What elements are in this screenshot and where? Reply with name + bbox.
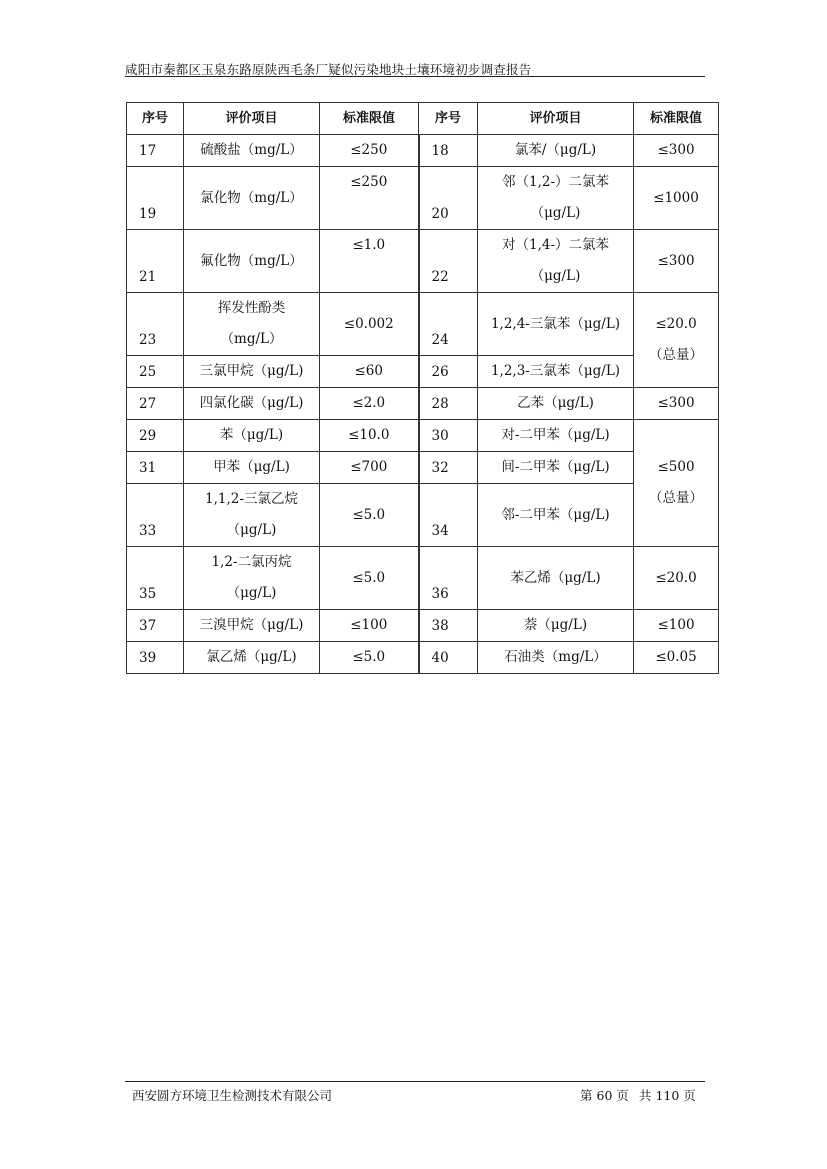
limit-note: （总量） bbox=[649, 347, 703, 363]
serial-cell: 20 bbox=[419, 167, 478, 230]
report-title-header: 咸阳市秦都区玉泉东路原陕西毛条厂疑似污染地块土壤环境初步调查报告 bbox=[125, 62, 532, 77]
item-cell: 苯乙烯（μg/L) bbox=[478, 547, 634, 610]
table-row bbox=[127, 388, 719, 420]
table-row bbox=[127, 420, 719, 452]
header-serial-left: 序号 bbox=[127, 103, 184, 135]
item-cell: 邻-二甲苯（μg/L) bbox=[478, 484, 634, 547]
serial-cell: 28 bbox=[419, 388, 478, 420]
item-line: 邻（1,2-）二氯苯 bbox=[501, 174, 610, 190]
serial-cell: 36 bbox=[419, 547, 478, 610]
table-row bbox=[127, 642, 719, 674]
item-line: 挥发性酚类 bbox=[217, 300, 286, 316]
item-cell: 三氯甲烷（μg/L) bbox=[184, 356, 320, 388]
item-cell: 间-二甲苯（μg/L) bbox=[478, 452, 634, 484]
total-unit: 页 bbox=[683, 1088, 696, 1103]
header-serial-right: 序号 bbox=[419, 103, 478, 135]
limit-cell: ≤20.0 bbox=[634, 547, 719, 610]
item-cell: 四氯化碳（μg/L) bbox=[184, 388, 320, 420]
serial-cell: 33 bbox=[127, 484, 184, 547]
serial-cell: 34 bbox=[419, 484, 478, 547]
page-unit: 页 bbox=[616, 1088, 629, 1103]
limit-cell: ≤1.0 bbox=[320, 230, 419, 293]
header-limit-right: 标准限值 bbox=[634, 103, 719, 135]
serial-cell: 17 bbox=[127, 135, 184, 167]
serial-cell: 25 bbox=[127, 356, 184, 388]
item-cell: 对-二甲苯（μg/L) bbox=[478, 420, 634, 452]
serial-cell: 35 bbox=[127, 547, 184, 610]
serial-cell: 31 bbox=[127, 452, 184, 484]
item-cell bbox=[478, 167, 634, 230]
serial-cell: 39 bbox=[127, 642, 184, 674]
limit-cell: ≤5.0 bbox=[320, 642, 419, 674]
item-line: （mg/L） bbox=[220, 331, 283, 347]
table-row bbox=[127, 356, 719, 388]
item-cell: 石油类（mg/L） bbox=[478, 642, 634, 674]
limit-cell: ≤2.0 bbox=[320, 388, 419, 420]
item-cell: 硫酸盐（mg/L） bbox=[184, 135, 320, 167]
item-cell: 萘（μg/L) bbox=[478, 610, 634, 642]
table-row bbox=[127, 293, 719, 356]
item-cell: 氯苯/（μg/L) bbox=[478, 135, 634, 167]
header-divider bbox=[125, 76, 705, 77]
item-line: 对（1,4-）二氯苯 bbox=[501, 237, 610, 253]
serial-cell: 38 bbox=[419, 610, 478, 642]
serial-cell: 32 bbox=[419, 452, 478, 484]
page-prefix: 第 bbox=[580, 1088, 593, 1103]
item-cell bbox=[184, 547, 320, 610]
total-pages: 110 bbox=[655, 1088, 680, 1103]
serial-cell: 30 bbox=[419, 420, 478, 452]
limit-line: ≤500 bbox=[657, 459, 695, 475]
serial-cell: 37 bbox=[127, 610, 184, 642]
item-cell: 甲苯（μg/L) bbox=[184, 452, 320, 484]
item-cell bbox=[184, 293, 320, 356]
limit-cell: ≤100 bbox=[320, 610, 419, 642]
serial-cell: 22 bbox=[419, 230, 478, 293]
page-number: 60 bbox=[596, 1088, 613, 1103]
item-line: 1,2-二氯丙烷 bbox=[211, 554, 292, 570]
item-line: （μg/L) bbox=[530, 205, 581, 221]
table-row bbox=[127, 484, 719, 547]
item-cell: 氯化物（mg/L） bbox=[184, 167, 320, 230]
limit-cell-merged bbox=[634, 293, 719, 388]
item-cell: 三溴甲烷（μg/L) bbox=[184, 610, 320, 642]
limit-cell: ≤60 bbox=[320, 356, 419, 388]
serial-cell: 27 bbox=[127, 388, 184, 420]
header-item-left: 评价项目 bbox=[184, 103, 320, 135]
item-cell: 氯乙烯（μg/L) bbox=[184, 642, 320, 674]
serial-cell: 18 bbox=[419, 135, 478, 167]
table-row bbox=[127, 610, 719, 642]
limit-cell: ≤100 bbox=[634, 610, 719, 642]
limit-cell: ≤700 bbox=[320, 452, 419, 484]
limit-note: （总量） bbox=[649, 490, 703, 506]
table-row bbox=[127, 167, 719, 230]
item-cell: 1,2,4-三氯苯（μg/L) bbox=[478, 293, 634, 356]
item-line: （μg/L) bbox=[226, 522, 277, 538]
serial-cell: 21 bbox=[127, 230, 184, 293]
item-line: （μg/L) bbox=[530, 268, 581, 284]
limit-cell: ≤10.0 bbox=[320, 420, 419, 452]
limit-cell: ≤1000 bbox=[634, 167, 719, 230]
table-row bbox=[127, 135, 719, 167]
footer-page-info bbox=[578, 1086, 698, 1104]
item-cell bbox=[184, 484, 320, 547]
serial-cell: 40 bbox=[419, 642, 478, 674]
limit-cell: ≤5.0 bbox=[320, 484, 419, 547]
item-line: （μg/L) bbox=[226, 585, 277, 601]
table-row bbox=[127, 452, 719, 484]
serial-cell: 19 bbox=[127, 167, 184, 230]
header-item-right: 评价项目 bbox=[478, 103, 634, 135]
serial-cell: 26 bbox=[419, 356, 478, 388]
limit-cell: ≤5.0 bbox=[320, 547, 419, 610]
serial-cell: 23 bbox=[127, 293, 184, 356]
evaluation-standards-table bbox=[126, 102, 719, 674]
limit-cell: ≤300 bbox=[634, 230, 719, 293]
footer-divider bbox=[125, 1081, 705, 1082]
serial-cell: 29 bbox=[127, 420, 184, 452]
limit-line: ≤20.0 bbox=[655, 316, 697, 332]
limit-cell: ≤250 bbox=[320, 135, 419, 167]
item-cell: 氟化物（mg/L） bbox=[184, 230, 320, 293]
item-cell: 乙苯（μg/L) bbox=[478, 388, 634, 420]
item-cell: 1,2,3-三氯苯（μg/L) bbox=[478, 356, 634, 388]
limit-cell: ≤300 bbox=[634, 135, 719, 167]
header-limit-left: 标准限值 bbox=[320, 103, 419, 135]
table-row bbox=[127, 547, 719, 610]
limit-cell: ≤250 bbox=[320, 167, 419, 230]
total-prefix: 共 bbox=[638, 1088, 652, 1103]
limit-cell: ≤0.05 bbox=[634, 642, 719, 674]
item-cell bbox=[478, 230, 634, 293]
limit-cell-merged bbox=[634, 420, 719, 547]
item-cell: 苯（μg/L) bbox=[184, 420, 320, 452]
footer-company: 西安圆方环境卫生检测技术有限公司 bbox=[132, 1088, 333, 1103]
serial-cell: 24 bbox=[419, 293, 478, 356]
item-line: 1,1,2-三氯乙烷 bbox=[205, 491, 298, 507]
table-header-row bbox=[127, 103, 719, 135]
table-row bbox=[127, 230, 719, 293]
limit-cell: ≤0.002 bbox=[320, 293, 419, 356]
limit-cell: ≤300 bbox=[634, 388, 719, 420]
